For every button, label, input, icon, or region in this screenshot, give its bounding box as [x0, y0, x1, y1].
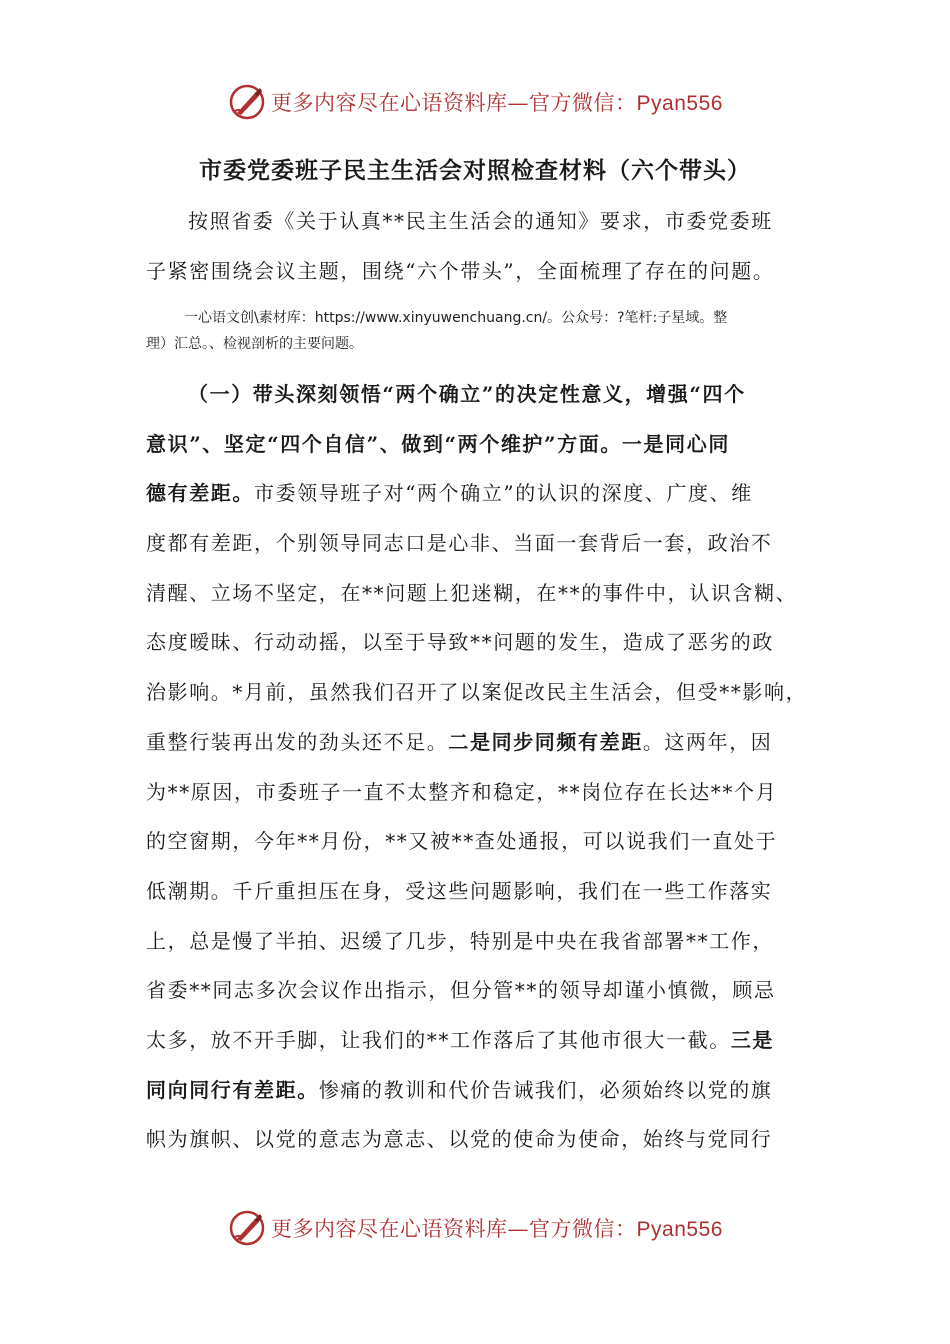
body-line: 治影响。*月前，虽然我们召开了以案促改民主生活会，但受**影响，: [146, 680, 808, 705]
header-banner: [0, 80, 950, 124]
intro-line: 子紧密围绕会议主题，围绕“六个带头”，全面梳理了存在的问题。: [146, 259, 775, 283]
wechat-id: Pyan556: [636, 92, 723, 115]
body-line: 上，总是慢了半拍、迟缓了几步，特别是中央在我省部署**工作，: [146, 928, 774, 953]
body-line: 度都有差距，个别领导同志口是心非、当面一套背后一套，政治不: [146, 531, 773, 556]
point-heading: 二是同步同频有差距: [448, 729, 643, 754]
source-note-line: 一心语文创\素材库：https://www.xinyuwenchuang.cn/。公众号：?笔杆:子星域。整: [184, 310, 728, 326]
banner-text: 更多内容尽在心语资料库—官方微信：Pyan556: [271, 1217, 723, 1241]
document-title: 市委党委班子民主生活会对照检查材料（六个带头）: [199, 157, 751, 184]
source-note: [146, 305, 826, 357]
source-note-line: 理）汇总。、检视剖析的主要问题。: [146, 336, 363, 352]
body-line: 低潮期。千斤重担压在身，受这些问题影响，我们在一些工作落实: [146, 878, 773, 903]
body-line: 德有差距。市委领导班子对“两个确立”的认识的深度、广度、维: [146, 481, 753, 506]
body-line: 的空窗期，今年**月份，**又被**查处通报，可以说我们一直处于: [146, 829, 778, 854]
point-heading: 三是: [730, 1027, 775, 1052]
section-heading-line: 意识”、坚定“四个自信”、做到“两个维护”方面。一是同心同: [146, 431, 730, 456]
body-line: 省委**同志多次会议作出指示，但分管**的领导却谨小慎微，顾忌: [146, 978, 776, 1003]
body-line: 帜为旗帜、以党的意志为意志、以党的使命为使命，始终与党同行: [146, 1127, 773, 1152]
pen-logo-icon: [227, 1208, 267, 1248]
body-line: 态度暧昧、行动动摇，以至于导致**问题的发生，造成了恶劣的政: [146, 630, 774, 655]
intro-paragraph: [146, 196, 826, 296]
wechat-id: Pyan556: [636, 1218, 723, 1241]
point-heading: 同向同行有差距。: [146, 1077, 319, 1102]
body-line: 太多，放不开手脚，让我们的**工作落后了其他市很大一截。三是: [146, 1027, 775, 1052]
intro-line: 按照省委《关于认真**民主生活会的通知》要求，市委党委班: [188, 209, 773, 233]
point-heading: 德有差距。: [146, 481, 254, 506]
section-heading-line: （一）带头深刻领悟“两个确立”的决定性意义，增强“四个: [188, 382, 746, 406]
body-line: 为**原因，市委班子一直不太整齐和稳定，**岗位存在长达**个月: [146, 779, 778, 804]
body-line: 重整行装再出发的劲头还不足。二是同步同频有差距。这两年，因: [146, 729, 773, 754]
banner-text: 更多内容尽在心语资料库—官方微信：Pyan556: [271, 91, 723, 115]
footer-banner: [0, 1206, 950, 1250]
section-one: [146, 370, 826, 1165]
pen-logo-icon: [227, 82, 267, 122]
body-line: 同向同行有差距。惨痛的教训和代价告诫我们，必须始终以党的旗: [146, 1077, 773, 1102]
body-line: 清醒、立场不坚定，在**问题上犯迷糊，在**的事件中，认识含糊、: [146, 580, 798, 605]
